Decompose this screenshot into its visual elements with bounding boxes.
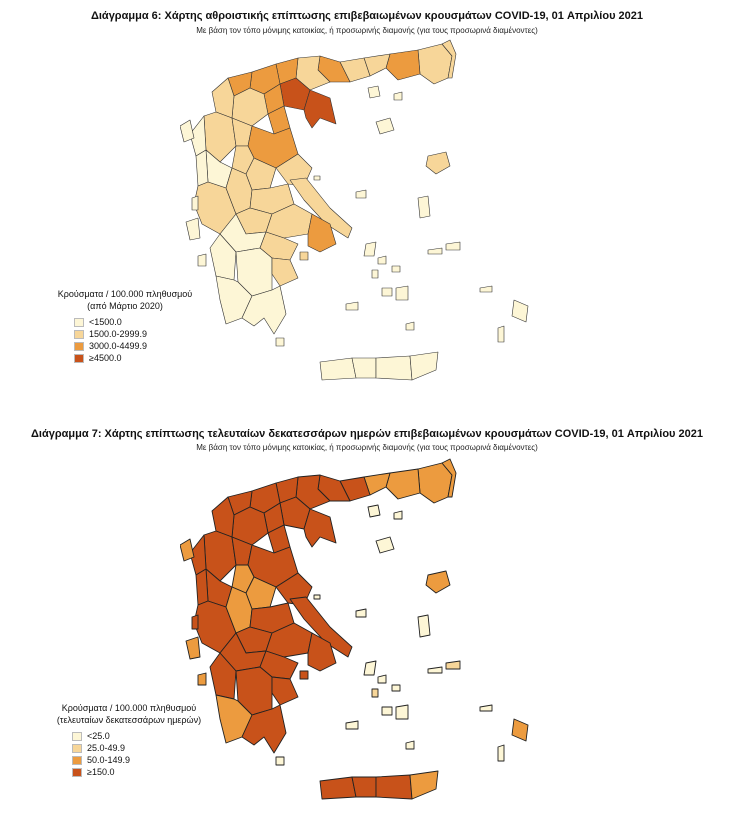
island-paros: [382, 288, 392, 296]
map2-legend-item-3: [72, 754, 220, 766]
region-heraklion: [376, 775, 412, 799]
island-tinos: [378, 675, 386, 683]
island-kos: [480, 286, 492, 292]
region-kerkyra: [180, 539, 194, 561]
map1-legend-swatch-1: [74, 318, 84, 327]
region-kerkyra: [180, 120, 194, 142]
map1-legend-item-4: [74, 352, 210, 364]
region-chania: [320, 358, 356, 380]
region-kefalonia: [186, 637, 200, 659]
map1-subtitle: Με βάση τον τόπο μόνιμης κατοικίας, ή προσωρινής διαμονής (για τους προσωρινά διαμένοντες): [196, 26, 538, 35]
island-skyros: [356, 609, 366, 617]
region-samothraki: [394, 92, 402, 100]
map2-greece: [180, 452, 580, 814]
region-thasos: [368, 505, 380, 517]
region-lesvos: [426, 152, 450, 174]
map1-legend-item-1: [74, 316, 210, 328]
map1-legend-subtitle: (από Μάρτιο 2020): [87, 301, 163, 311]
map2-legend-swatch-4: [72, 768, 82, 777]
map1-legend-item-3: [74, 340, 210, 352]
map2-legend-swatch-1: [72, 732, 82, 741]
region-limnos: [376, 118, 394, 134]
region-ikaria: [428, 667, 442, 673]
island-skiathos: [314, 595, 320, 599]
region-samos: [446, 661, 460, 669]
island-santorini: [406, 322, 414, 330]
region-zakynthos: [198, 254, 206, 266]
map2-legend-swatch-2: [72, 744, 82, 753]
island-salamina-aegina: [300, 671, 308, 679]
island-andros: [364, 242, 376, 256]
island-karpathos: [498, 326, 504, 342]
region-chalkidiki: [304, 90, 336, 128]
region-rhodope: [386, 50, 420, 80]
map2-legend-subtitle: (τελευταίων δεκατεσσάρων ημερών): [56, 715, 202, 725]
region-rethymno: [352, 777, 376, 797]
region-preveza: [196, 569, 208, 605]
map2-legend-item-4: [72, 766, 220, 778]
region-zakynthos: [198, 673, 206, 685]
island-santorini: [406, 741, 414, 749]
region-thasos: [368, 86, 380, 98]
map2-subtitle: Με βάση τον τόπο μόνιμης κατοικίας, ή προσωρινής διαμονής (για τους προσωρινά διαμένοντες): [196, 443, 538, 452]
map1-legend-swatch-4: [74, 354, 84, 363]
island-kos: [480, 705, 492, 711]
map2-title: Διάγραμμα 7: Χάρτης επίπτωσης τελευταίων δεκατεσσάρων ημερών επιβεβαιωμένων κρουσμάτων COVID-19, 01 Απριλίου 2021: [31, 428, 703, 440]
region-preveza: [196, 150, 208, 186]
map1-legend-label-4: ≥4500.0: [89, 353, 122, 363]
region-chania: [320, 777, 356, 799]
region-limnos: [376, 537, 394, 553]
island-syros: [372, 270, 378, 278]
map1-legend-label-1: <1500.0: [89, 317, 122, 327]
island-paros: [382, 707, 392, 715]
region-rhodope: [386, 469, 420, 499]
map2-legend-title: Κρούσματα / 100.000 πληθυσμού: [61, 703, 197, 713]
map2-legend: [38, 702, 220, 778]
island-syros: [372, 689, 378, 697]
map2-legend-label-1: <25.0: [87, 731, 110, 741]
region-lasithi: [410, 352, 438, 380]
map1-greece: [180, 38, 580, 390]
island-kythira: [276, 338, 284, 346]
region-lefkada: [192, 615, 198, 629]
island-milos: [346, 302, 358, 310]
island-andros: [364, 661, 376, 675]
region-lefkada: [192, 196, 198, 210]
region-chios: [418, 196, 430, 218]
map2-legend-item-2: [72, 742, 220, 754]
map1-legend-title: Κρούσματα / 100.000 πληθυσμού: [57, 289, 193, 299]
region-rethymno: [352, 358, 376, 378]
region-lasithi: [410, 771, 438, 799]
map2-legend-label-4: ≥150.0: [87, 767, 115, 777]
region-ikaria: [428, 248, 442, 254]
map2-legend-item-1: [72, 730, 220, 742]
region-chios: [418, 615, 430, 637]
island-rhodes: [512, 300, 528, 322]
map1-legend-label-3: 3000.0-4499.9: [89, 341, 148, 351]
island-mykonos: [392, 266, 400, 272]
region-kefalonia: [186, 218, 200, 240]
map1-legend-swatch-3: [74, 342, 84, 351]
map2-legend-label-3: 50.0-149.9: [87, 755, 131, 765]
map1-legend-item-2: [74, 328, 210, 340]
map1-title: Διάγραμμα 6: Χάρτης αθροιστικής επίπτωσης επιβεβαιωμένων κρουσμάτων COVID-19, 01 Απριλίου 2021: [90, 10, 644, 22]
map1-legend: [40, 288, 210, 364]
island-naxos: [396, 286, 408, 300]
island-tinos: [378, 256, 386, 264]
island-karpathos: [498, 745, 504, 761]
island-skiathos: [314, 176, 320, 180]
island-salamina-aegina: [300, 252, 308, 260]
map2-legend-swatch-3: [72, 756, 82, 765]
map1-legend-swatch-2: [74, 330, 84, 339]
region-argolida: [272, 258, 298, 286]
region-heraklion: [376, 356, 412, 380]
region-lesvos: [426, 571, 450, 593]
region-samos: [446, 242, 460, 250]
island-kythira: [276, 757, 284, 765]
island-rhodes: [512, 719, 528, 741]
region-argolida: [272, 677, 298, 705]
map2-legend-label-2: 25.0-49.9: [87, 743, 126, 753]
region-samothraki: [394, 511, 402, 519]
island-mykonos: [392, 685, 400, 691]
island-milos: [346, 721, 358, 729]
island-skyros: [356, 190, 366, 198]
island-naxos: [396, 705, 408, 719]
region-chalkidiki: [304, 509, 336, 547]
map1-legend-label-2: 1500.0-2999.9: [89, 329, 148, 339]
